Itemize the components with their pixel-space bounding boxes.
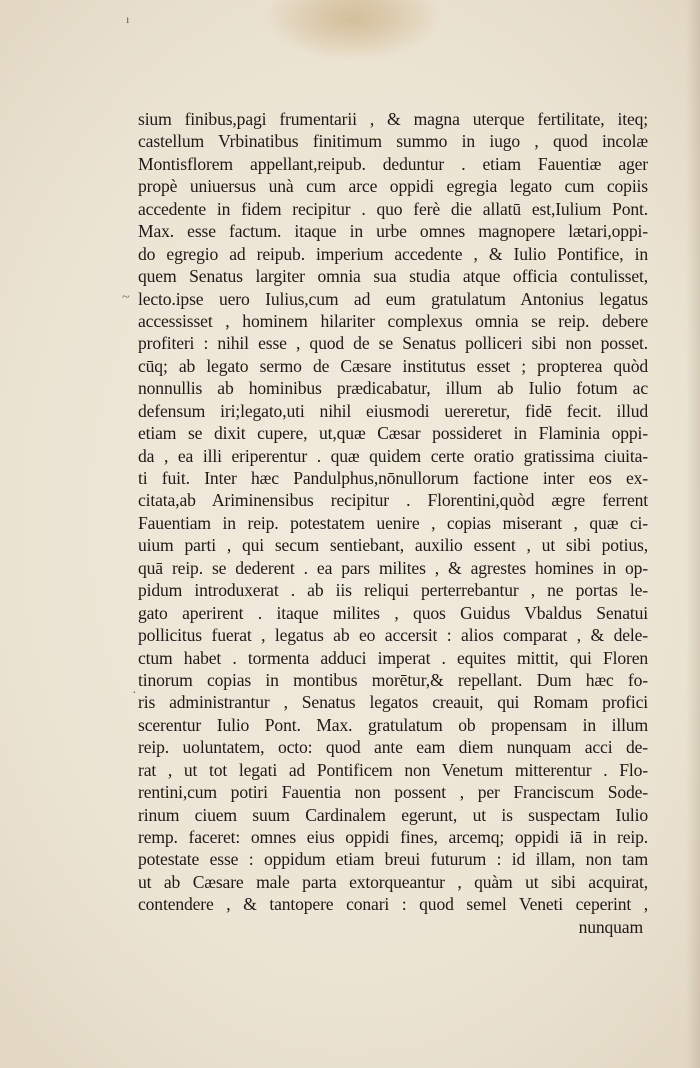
text-line: contendere , & tantopere conari : quod semel Veneti ceperint , bbox=[138, 894, 648, 915]
text-line: pidum introduxerat . ab iis reliqui perterrebantur , ne portas le- bbox=[138, 580, 648, 601]
text-line: ut ab Cæsare male parta extorqueantur , quàm ut sibi acquirat, bbox=[138, 871, 648, 892]
margin-mark-top: ı bbox=[126, 12, 130, 26]
text-line: scerentur Iulio Pont. Max. gratulatum ob propensam in illum bbox=[138, 714, 648, 735]
text-line: uium parti , qui secum sentiebant, auxilio essent , ut sibi potius, bbox=[138, 535, 648, 556]
text-line: rentini,cum potiri Fauentia non possent , per Franciscum Sode- bbox=[138, 782, 648, 803]
text-line: Max. esse factum. itaque in urbe omnes magnopere lætari,oppi- bbox=[138, 221, 648, 242]
text-line: sium finibus,pagi frumentarii , & magna uterque fertilitate, iteq; bbox=[138, 109, 648, 129]
text-line: lecto.ipse uero Iulius,cum ad eum gratulatum Antonius legatus bbox=[138, 288, 648, 309]
text-line: castellum Vrbinatibus finitimum summo in iugo , quod incolæ bbox=[138, 131, 648, 152]
page-edge-shadow bbox=[686, 0, 700, 1068]
text-line: rat , ut tot legati ad Pontificem non Venetum mitterentur . Flo- bbox=[138, 759, 648, 780]
text-line: pollicitus fuerat , legatus ab eo accersit : alios comparat , & dele- bbox=[138, 625, 648, 646]
text-line: remp. faceret: omnes eius oppidi fines, arcemq; oppidi iā in reip. bbox=[138, 827, 648, 847]
text-column bbox=[138, 108, 648, 938]
text-line: gato aperirent . itaque milites , quos Guidus Vbaldus Senatui bbox=[138, 602, 648, 623]
text-line: rinum ciuem suum Cardinalem egerunt, ut is suspectam Iulio bbox=[138, 804, 648, 825]
text-line: defensum iri;legato,uti nihil eiusmodi uereretur, fidē fecit. illud bbox=[138, 400, 648, 421]
margin-mark-left: ~ bbox=[122, 290, 130, 305]
text-line: nonnullis ab hominibus prædicabatur, illum ab Iulio fotum ac bbox=[138, 378, 648, 399]
catchword: nunquam bbox=[578, 916, 643, 937]
text-line: accedente in fidem recipitur . quo ferè die allatū est,Iulium Pont. bbox=[138, 198, 648, 219]
text-line: Montisflorem appellant,reipub. deduntur . etiam Fauentiæ ager bbox=[138, 153, 648, 174]
text-line: reip. uoluntatem, octo: quod ante eam diem nunquam acci de- bbox=[138, 737, 648, 758]
text-line: etiam se dixit cupere, ut,quæ Cæsar possideret in Flaminia oppi- bbox=[138, 423, 648, 444]
text-line: propè uniuersus unà cum arce oppidi egregia legato cum copiis bbox=[138, 176, 648, 197]
text-line: accessisset , hominem hilariter complexus omnia se reip. debere bbox=[138, 310, 648, 331]
text-line: da , ea illi eriperentur . quæ quidem certe oratio gratissima ciuita- bbox=[138, 445, 648, 466]
text-line: tinorum copias in montibus morētur,& repellant. Dum hæc fo- bbox=[138, 669, 648, 690]
text-line: profiteri : nihil esse , quod de se Senatus polliceri sibi non posset. bbox=[138, 333, 648, 354]
water-stain bbox=[270, 0, 440, 60]
margin-mark-dot: · bbox=[132, 686, 137, 701]
text-line: ris administrantur , Senatus legatos creauit, qui Romam profici bbox=[138, 692, 648, 713]
text-line: ti fuit. Inter hæc Pandulphus,nōnullorum factione inter eos ex- bbox=[138, 468, 648, 488]
text-line: quā reip. se dederent . ea pars milites , & agrestes homines in op- bbox=[138, 557, 648, 578]
text-line: citata,ab Ariminensibus recipitur . Florentini,quòd ægre ferrent bbox=[138, 490, 648, 511]
text-line: Fauentiam in reip. potestatem uenire , copias miserant , quæ ci- bbox=[138, 512, 648, 533]
text-line: quem Senatus largiter omnia sua studia atque officia contulisset, bbox=[138, 266, 648, 287]
text-line: ctum habet . tormenta adduci imperat . equites mittit, qui Floren bbox=[138, 647, 648, 668]
text-line: potestate esse : oppidum etiam breui futurum : id illam, non tam bbox=[138, 849, 648, 870]
text-line: cūq; ab legato sermo de Cæsare institutus esset ; propterea quòd bbox=[138, 355, 648, 376]
text-line: do egregio ad reipub. imperium accedente , & Iulio Pontifice, in bbox=[138, 243, 648, 264]
